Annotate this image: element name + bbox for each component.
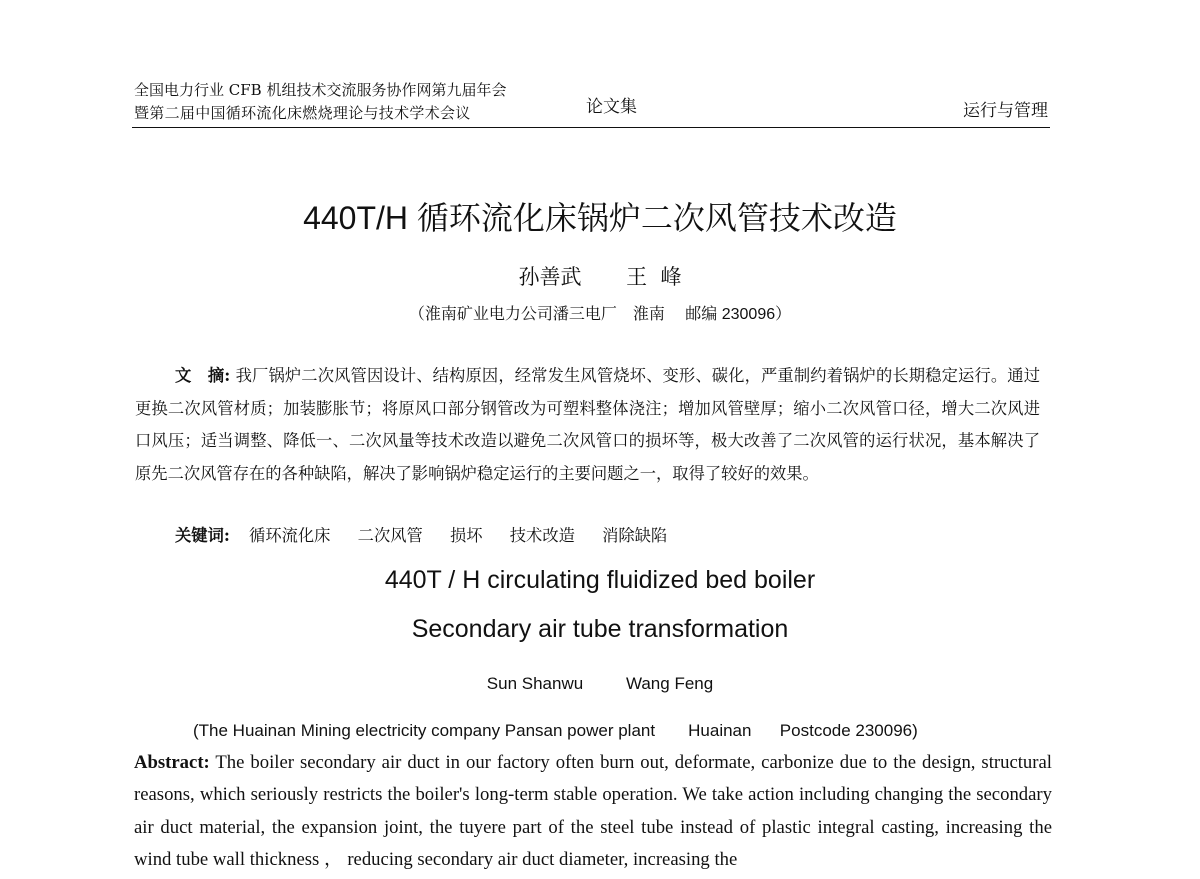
keywords-label-zh: 关键词:: [175, 526, 230, 545]
keywords-zh: [175, 522, 667, 546]
author-en: Sun Shanwu: [486, 674, 584, 693]
collection-label: 论文集: [586, 97, 637, 117]
conference-name-line2: 暨第二届中国循环流化床燃烧理论与技术学术会议: [134, 104, 471, 122]
affiliation-en: (The Huainan Mining electricity company Pansan power plant Huainan Postcode 230096): [193, 721, 918, 740]
authors-en: [0, 674, 1200, 694]
keyword: 消除缺陷: [602, 526, 668, 545]
abstract-text-zh: 我厂锅炉二次风管因设计、结构原因，经常发生风管烧坏、变形、碳化，严重制约着锅炉的长期稳定运行。通过更换二次风管材质；加装膨胀节；将原风口部分钢管改为可塑料整体浇注；增加风管壁厚；缩小二次风管口径，增大二次风进口风压；适当调整、降低一、二次风量等技术改造以避免二次风管口的损坏等，极大改善了二次风管的运行状况，基本解决了原先二次风管存在的各种缺陷，解决了影响锅炉稳定运行的主要问题之一，取得了较好的效果。: [135, 366, 1041, 484]
author-zh: 孙善武: [518, 265, 582, 289]
author-en: Wang Feng: [625, 674, 714, 693]
affiliation-zh: （淮南矿业电力公司潘三电厂 淮南 邮编 230096）: [408, 306, 792, 323]
keyword: 二次风管: [357, 526, 423, 545]
paper-title-en-line2: Secondary air tube transformation: [411, 615, 789, 643]
abstract-zh: [135, 360, 1040, 491]
abstract-label-en: Abstract:: [134, 752, 210, 773]
keyword: 技术改造: [509, 526, 575, 545]
abstract-text-en: The boiler secondary air duct in our factory often burn out, deformate, carbonize due to the design, structural reasons, which seriously restricts the boiler's long-term stable operation. We take action including changing the secondary air duct material, the expansion joint, the tuyere part of the steel tube instead of plastic integral casting, increasing the wind tube wall thickness ， reducing secondary air duct diameter, increasing the: [134, 752, 1052, 870]
authors-zh: [0, 261, 1200, 291]
paper-title-en-line1: 440T / H circulating fluidized bed boiler: [384, 566, 816, 594]
paper-title-zh: 440T/H 循环流化床锅炉二次风管技术改造: [303, 200, 897, 236]
abstract-en: [134, 747, 1052, 876]
section-label: 运行与管理: [963, 101, 1048, 121]
abstract-label-zh: 文 摘:: [175, 366, 231, 385]
author-zh: 王 峰: [626, 265, 682, 289]
conference-name-line1: 全国电力行业 CFB 机组技术交流服务协作网第九届年会: [134, 81, 507, 99]
keyword: 损坏: [449, 526, 483, 545]
header-rule: [132, 127, 1050, 128]
keyword: 循环流化床: [249, 526, 331, 545]
